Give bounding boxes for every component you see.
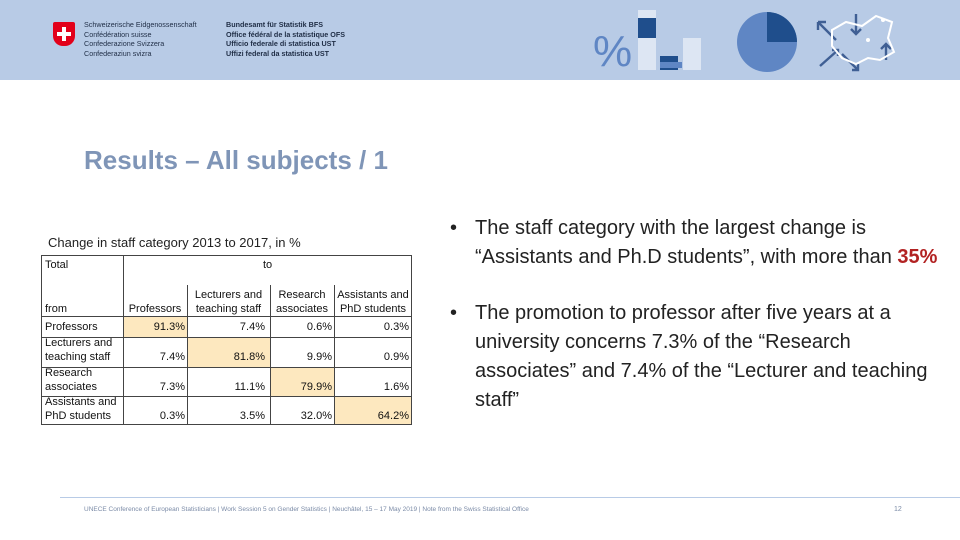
col-divider-0 (123, 255, 124, 425)
name-fr: Confédération suisse (84, 29, 152, 39)
cell-r3c4: 1.6% (383, 381, 409, 393)
cell-r3c2: 11.1% (234, 381, 265, 393)
corner-total: Total (45, 259, 69, 271)
map-point-icon-2 (881, 18, 885, 22)
row-label-assistants-2: PhD students (45, 410, 112, 422)
bullet-1-text: The staff category with the largest change is “Assistants and Ph.D students”, with more than (475, 217, 898, 268)
col-header-assistants-2: PhD students (339, 303, 407, 315)
name-it: Confederazione Svizzera (84, 39, 165, 49)
cell-r4c3: 32.0% (300, 410, 332, 422)
cell-r3c1: 7.3% (159, 381, 185, 393)
cell-r1c3: 0.6% (306, 321, 332, 333)
name-de: Schweizerische Eidgenossenschaft (84, 20, 197, 29)
footer-divider (60, 497, 960, 498)
cell-r4c4: 64.2% (377, 410, 409, 422)
swiss-cross-icon (53, 22, 75, 46)
bar-icon-5 (683, 38, 701, 70)
map-point-icon (866, 38, 870, 42)
col-header-lecturers-1: Lecturers and (194, 289, 263, 301)
row-divider-2 (41, 367, 412, 368)
cell-r2c1: 7.4% (159, 351, 185, 363)
transition-table (41, 255, 412, 425)
arrows-icon (818, 14, 891, 70)
row-label-lecturers-1: Lecturers and (45, 337, 113, 349)
switzerland-map-icon (832, 16, 894, 64)
statistics-decoration-icon (580, 0, 960, 80)
percent-icon: % (593, 27, 633, 76)
col-header-assistants-1: Assistants and (337, 289, 409, 301)
row-label-lecturers-2: teaching staff (45, 351, 111, 363)
bullet-1-highlight: 35% (897, 246, 938, 268)
row-label-professors: Professors (45, 321, 98, 333)
slide-title: Results – All subjects / 1 (84, 145, 388, 175)
office-rm: Uffizi federal da statistica UST (226, 48, 330, 58)
bullet-dot-icon: • (450, 217, 458, 239)
footer-text: UNECE Conference of European Statisticians | Work Session 5 on Gender Statistics | Neuchâtel, 15 – 17 May 2019 | Note from the Swiss Statistical Office (84, 506, 529, 513)
table-caption: Change in staff category 2013 to 2017, in % (48, 235, 301, 250)
bullet-promotion (450, 299, 940, 415)
row-label-research-1: Research (45, 367, 93, 379)
header-band (0, 0, 960, 80)
col-header-research-2: associates (276, 303, 328, 315)
pie-slice-icon (767, 12, 797, 42)
header-divider (41, 316, 412, 317)
office-it: Ufficio federale di statistica UST (226, 39, 336, 49)
bullet-dot-icon-2: • (450, 302, 458, 324)
confederation-names (84, 20, 197, 58)
cell-r2c4: 0.9% (383, 351, 409, 363)
col-header-research-1: Research (278, 289, 326, 301)
col-header-professors: Professors (128, 303, 182, 315)
office-de: Bundesamt für Statistik BFS (226, 20, 324, 29)
page-number: 12 (894, 506, 902, 513)
bullet-list (450, 214, 940, 442)
cell-r1c4: 0.3% (383, 321, 409, 333)
col-header-lecturers-2: teaching staff (195, 303, 262, 315)
row-label-research-2: associates (45, 381, 97, 393)
bullet-largest-change (450, 214, 940, 272)
cell-r1c1: 91.3% (153, 321, 185, 333)
office-names (226, 20, 345, 58)
row-label-assistants-1: Assistants and (45, 396, 117, 408)
cell-r2c2: 81.8% (233, 351, 265, 363)
from-label: from (45, 303, 67, 315)
bullet-2-text: The promotion to professor after five years at a university concerns 7.3% of the “Research associates” and 7.4% of the “Lecturer and teaching staff” (475, 302, 928, 411)
cell-r1c2: 7.4% (239, 321, 265, 333)
name-rm: Confederaziun svizra (84, 48, 152, 58)
cell-r4c2: 3.5% (239, 410, 265, 422)
office-fr: Office fédéral de la statistique OFS (226, 29, 346, 39)
bar-icon-4 (660, 62, 682, 68)
bar-icon-2 (638, 18, 656, 38)
cell-r3c3: 79.9% (300, 381, 332, 393)
to-label: to (263, 259, 273, 271)
cell-r2c3: 9.9% (306, 351, 332, 363)
cell-r4c1: 0.3% (159, 410, 185, 422)
